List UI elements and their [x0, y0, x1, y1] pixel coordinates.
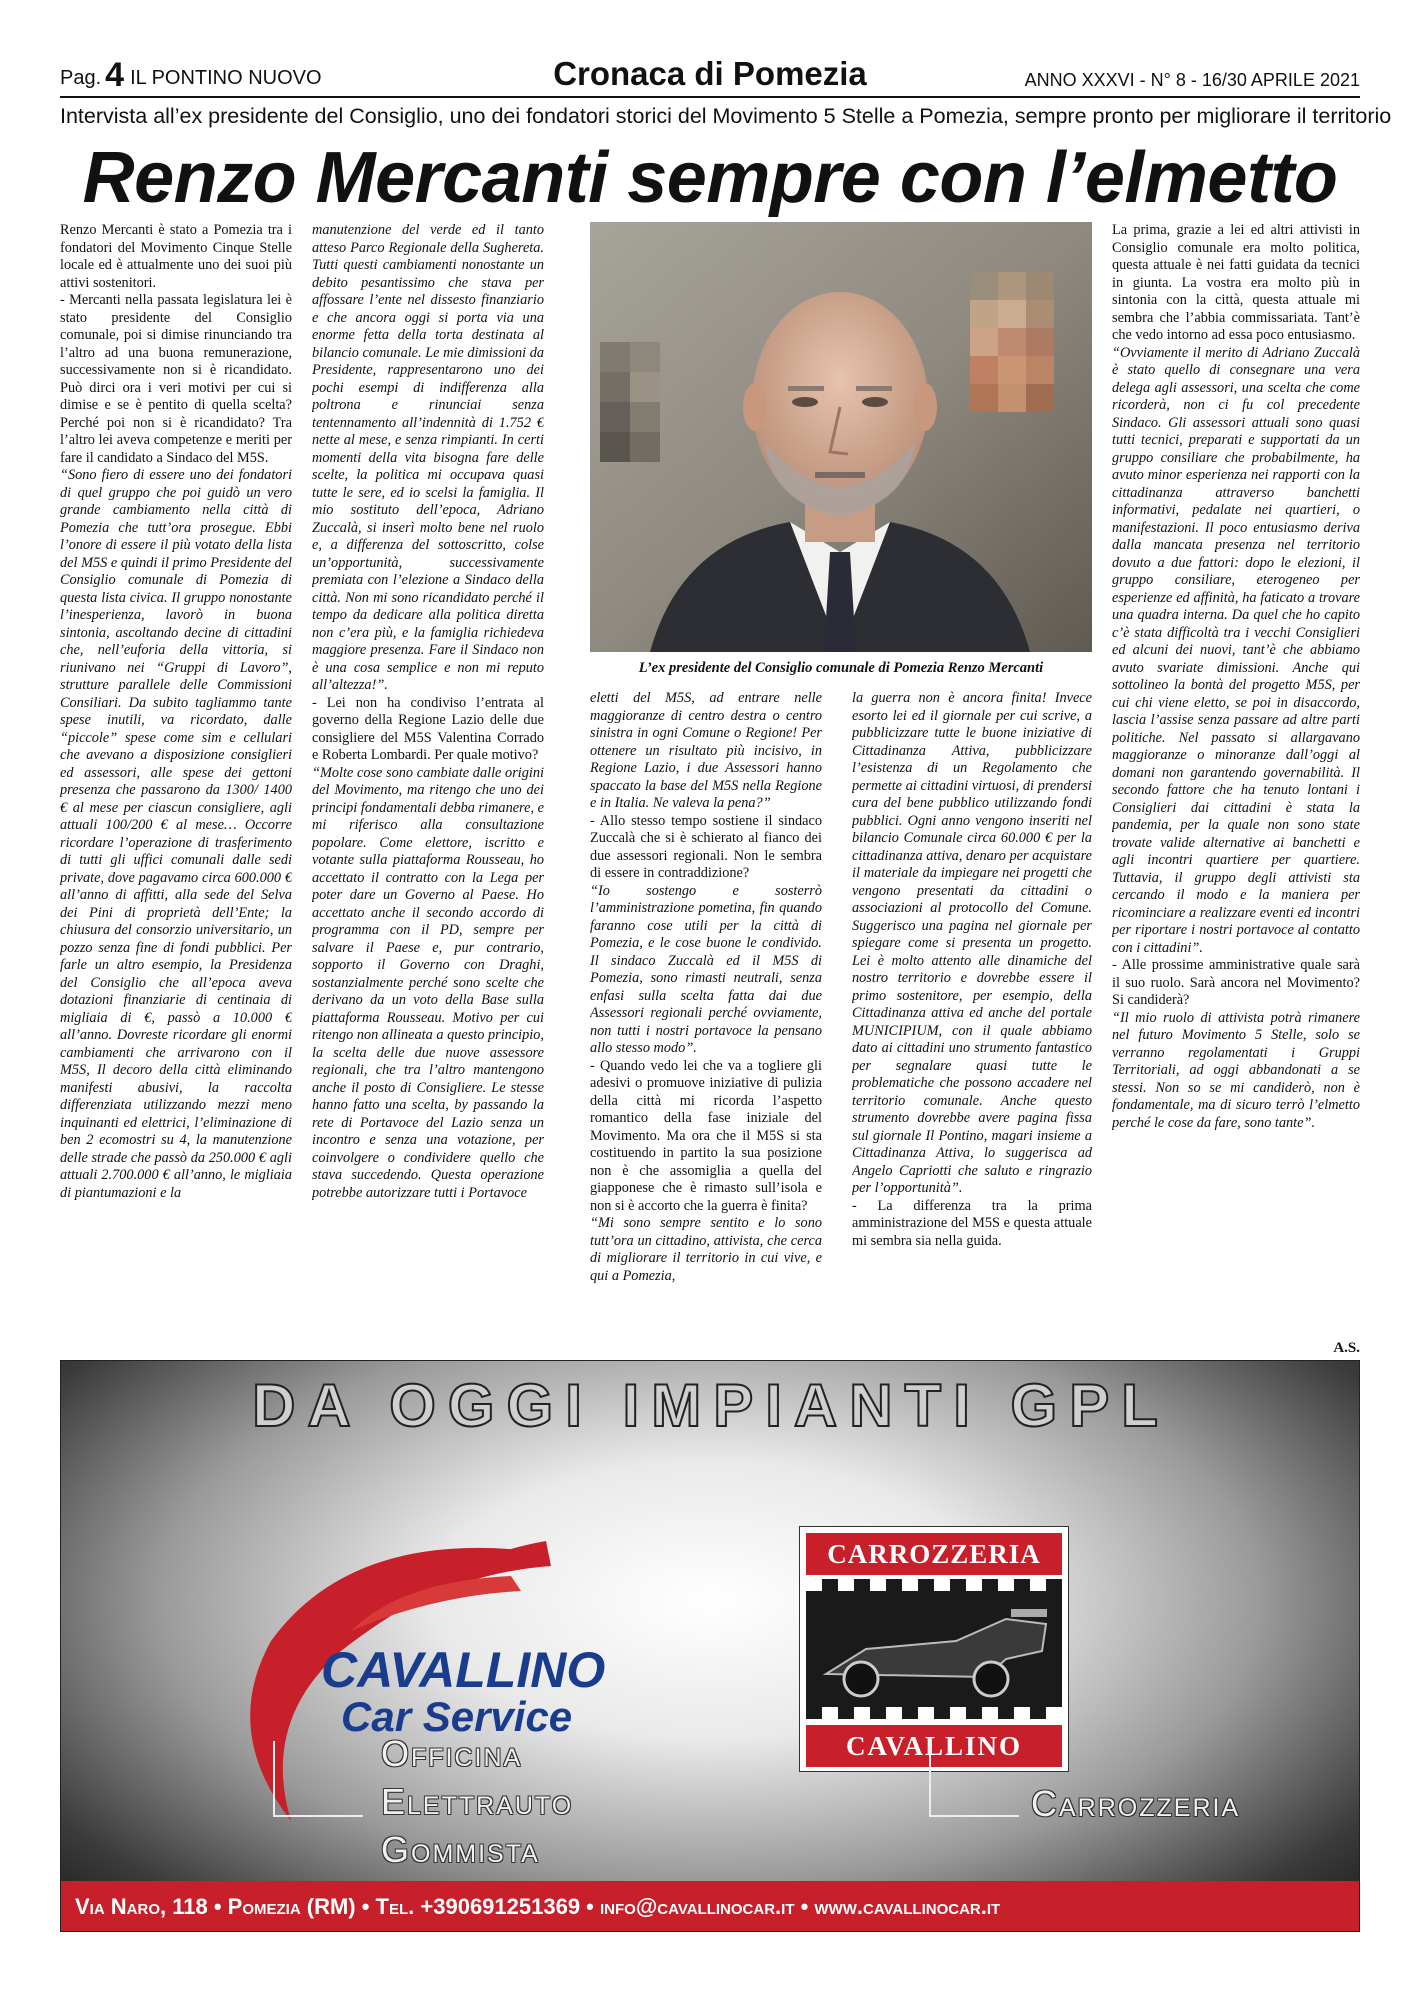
article-photo [590, 222, 1092, 652]
brand-name-line2: Car Service [341, 1693, 573, 1740]
article-paragraph: la guerra non è ancora finita! Invece esorto lei ed il giornale per cui scrive, a pubblicizzare tutte le buone iniziative di Cittadinanza Attiva, pubblicizzare l’esistenza di un Regolamento che permette ai cittadini virtuosi, di prendersi cura del bene pubblico utilizzando fondi pubblici. Ogni anno vengono inseriti nel bilancio Comunale circa 60.000 € per la cittadinanza attiva, denaro per acquistare il materiale da impiegare nei progetti che vengono presentati da cittadini o associazioni al protocollo del Comune. Suggerisco una pagina nel giornale per spiegare come si presenta un progetto. Lei è molto attento alle dinamiche del nostro territorio e dovrebbe essere il primo sostenitore, per esempio, della Cittadinanza attiva ed anche del portale MUNICIPIUM, con il quale abbiamo dato ai cittadini uno strumento fantastico per segnalare quasi tutte le problematiche che possono accadere nel territorio comunale. Anche questo strumento dovrebbe avere pagina fissa sul giornale Il Pontino, magari insieme a Cittadinanza Attiva, lo suggerisca ad Angelo Capriotti che saluto e ringrazio per l’opportunità”. [852, 690, 1092, 1196]
advertisement [60, 1360, 1360, 1932]
article-paragraph: - Alle prossime amministrative quale sarà il suo ruolo. Sarà ancora nel Movimento? Si candiderà? [1112, 957, 1360, 1008]
race-car-icon [806, 1579, 1062, 1719]
ad-banner: DA OGGI IMPIANTI GPL [252, 1372, 1170, 1439]
section-title: Cronaca di Pomezia [553, 55, 867, 92]
portrait-photo [590, 222, 1092, 652]
article-column-1 [60, 222, 292, 1352]
publication-name: IL PONTINO NUOVO [130, 67, 322, 89]
bracket-line-left [273, 1741, 363, 1817]
author-signature: A.S. [1333, 1340, 1360, 1356]
article-paragraph: “Sono fiero di essere uno dei fondatori di quel gruppo che poi guidò un vero grande cambiamento nella città di Pomezia che tutt’ora prosegue. Ebbi l’onore di essere il più votato della lista del M5S e quindi il primo Presidente del Consiglio comunale di Pomezia di questa lista civica. Il gruppo nonostante l’inesperienza, lavorò in buona sintonia, ascoltando decine di cittadini che, nell’euforia della vittoria, si riunivano nei “Gruppi di Lavoro”, strutture parallele delle Commissioni Consiliari. Da subito tagliammo tante spese inutili, va ricordato, dalle “piccole” spese come sim e cellulari che avevano a disposizione consiglieri ed assessori, alle spese dei gettoni presenza che passarono da 1300/ 1400 € al mese per ciascun consigliere, agli attuali 100/200 € al mese… Occorre ricordare l’operazione di trasferimento di tutti gli uffici comunali dalle sedi private, dove pagavamo circa 600.000 € all’anno di affitti, alla sede del Selva dei Pini di proprietà dell’Ente; la chiusura del consorzio universitario, un pozzo senza fine di fondi pubblici. Per farle un altro esempio, la Presidenza del Consiglio che all’epoca aveva dotazioni finanziarie di centinaia di migliaia di €, passò a 10.000 € all’anno. Dovreste ricordare gli enormi cambiamenti che arrivarono con il M5S, Il decoro della città eliminando manifesti abusivi, la raccolta differenziata utilizzando mezzi meno inquinanti ed elettrici, l’eliminazione di ben 2 ecomostri su 4, la manutenzione delle strade che passò da 250.000 € agli attuali 2.700.000 € all’anno, le migliaia di piantumazioni e la [60, 467, 292, 1201]
carrozzeria-bottom-label: CAVALLINO [806, 1725, 1062, 1767]
article-headline: Renzo Mercanti sempre con l’elmetto [82, 138, 1338, 218]
ad-contact-bar: Via Naro, 118 • Pomezia (RM) • Tel. +390691251369 • info@cavallinocar.it • www.cavallinocar.it [61, 1881, 1360, 1932]
page-number: 4 [105, 56, 125, 94]
service-officina: Officina [381, 1733, 523, 1774]
article-paragraph: - Lei non ha condiviso l’entrata al governo della Regione Lazio delle due consigliere del M5S Valentina Corrado e Roberta Lombardi. Per quale motivo? [312, 694, 544, 763]
service-elettrauto: Elettrauto [381, 1781, 574, 1822]
brand-name-line1: CAVALLINO [321, 1642, 606, 1698]
article-paragraph: “Io sostengo e sosterrò l’amministrazione pometina, fin quando faranno cose utili per la città di Pomezia, e le cose buone le condivido. Il sindaco Zuccalà ed il M5S di Pomezia, sono rimasti neutrali, senza enfasi sulla scelta fatta dai due Assessori regionali perché ovviamente, non tutti i nostri portavoce la pensano allo stesso modo”. [590, 882, 822, 1056]
carrozzeria-top-label: CARROZZERIA [806, 1533, 1062, 1575]
article-paragraph: Renzo Mercanti è stato a Pomezia tra i fondatori del Movimento Cinque Stelle locale ed è attualmente uno dei suoi più attivi sostenitori. [60, 222, 292, 291]
article-paragraph: - La differenza tra la prima amministrazione del M5S e questa attuale mi sembra sia nella guida. [852, 1197, 1092, 1249]
article-paragraph: eletti del M5S, ad entrare nelle maggioranze di centro destra o centro sinistra in ogni Comune o Regione! Per ottenere un risultato più incisivo, in Regione Lazio, i due Assessori hanno spaccato la base del M5S nella Regione e in Italia. Ne valeva la pena?” [590, 690, 822, 811]
header-left [60, 54, 322, 93]
article-paragraph: “Ovviamente il merito di Adriano Zuccalà è stato quello di consegnare una vera delega agli assessori, una scelta che come ricorderà, non ci fu col precedente Sindaco. Gli assessori attuali sono quasi tutti tecnici, preparati e supportati da un gruppo consiliare che probabilmente, ha avuto minor esperienza nei rapporti con la cittadinanza attraverso banchetti informativi, pedalate nei quartieri, o manifestazioni. Il poco entusiasmo deriva dalla mancata presenza nel territorio dovuto a due fattori: dopo le elezioni, il gruppo consiliare, eterogeneo per esperienze ed affinità, ha faticato a trovare una quadra interna. Da quel che ho capito c’è stata difficoltà tra i vecchi Consiglieri ed alcuni dei nuovi, tant’è che abbiamo avuto svariate dimissioni. Anche qui sottolineo la bontà del progetto M5S, per cui chi viene eletto, se poi in disaccordo, lascia l’assise senza passare ad altre parti politiche. Nel passato si allargavano maggioranze o minoranze dall’oggi al domani non garantendo governabilità. Il secondo fattore che ha tenuto lontani i Consiglieri dai cittadini è stata la pandemia, per la quale non sono state trovate valide alternative ai banchetti e agli incontri quartiere per quartiere. Tuttavia, il gruppo degli attivisti sta cercando il modo e la maniera per ricominciare a realizzare eventi ed incontri per riportare i nostri portavoce al contatto con i cittadini”. [1112, 344, 1360, 956]
carrozzeria-logo [799, 1526, 1069, 1772]
article-column-3 [590, 690, 822, 1352]
page-header [60, 55, 1360, 98]
page-prefix: Pag. [60, 67, 102, 89]
article-paragraph: - Mercanti nella passata legislatura lei è stato presidente del Consiglio comunale, poi si dimise rinunciando tra l’altro ad una buona remunerazione, successivamente non si è ricandidato. Può dirci ora i veri motivi per cui si dimise e se è pentito di quella scelta? Perché poi non si è ricandidato? Tra l’altro lei aveva competenze e meriti per fare il candidato a Sindaco del M5S. [60, 292, 292, 466]
article-paragraph: “Molte cose sono cambiate dalle origini del Movimento, ma ritengo che uno dei principi fondamentali debba rimanere, e mi riferisco alla consultazione popolare. Come elettore, iscritto e votante sulla piattaforma Rousseau, ho accettato il contratto con la Lega per poter dare un Governo al Paese. Ho accettato anche il secondo accordo di programma con il PD, sempre per salvare il Paese e, pur contrario, sopporto il Governo con Draghi, sostanzialmente perché sono scelte che derivano da un voto della Base sulla piattaforma Rousseau. Motivo per cui ritengo non allineata a questo principio, la scelta delle due nuove assessore regionali, che tra l’altro mantengono anche il posto di Consigliere. Le stesse hanno fatto una scelta, by passando la rete di Portavoce del Lazio senza un incontro e senza una votazione, per coinvolgere o condividere quello che stava succedendo. Questa operazione potrebbe autorizzare tutti i Portavoce [312, 764, 544, 1201]
article-column-2 [312, 222, 544, 1352]
article-paragraph: - Allo stesso tempo sostiene il sindaco Zuccalà che si è schierato al fianco dei due assessori regionali. Non le sembra di essere in contraddizione? [590, 812, 822, 881]
article-column-4 [852, 690, 1092, 1352]
article-column-5 [1112, 222, 1360, 1352]
article-paragraph: manutenzione del verde ed il tanto atteso Parco Regionale della Sughereta. Tutti questi cambiamenti nonostante un debito pesantissimo che stava per affossare l’ente nel dissesto finanziario e che ancora oggi si porta via una enorme fetta della torta destinata al bilancio comunale. Le mie dimissioni da Presidente, rappresentarono uno dei pochi esempi di indifferenza alla poltrona e rinunciai senza tentennamento all’indennità di 1.752 € nette al mese, e senza rimpianti. In certi momenti della vita bisogna fare delle scelte, la politica mi occupava quasi tutte le sere, ed io scelsi la famiglia. Il mio sostituto dell’epoca, Adriano Zuccalà, si inserì molto bene nel ruolo e, a differenza del sottoscritto, colse un’opportunità, successivamente premiata con l’elezione a Sindaco della città. Non mi sono ricandidato perché il tempo da dedicare alla politica diretta non c’era più, e la famiglia richiedeva maggiore presenza. Fare il Sindaco non è una cosa semplice e non mi reputo all’altezza!”. [312, 222, 544, 693]
article-paragraph: - Quando vedo lei che va a togliere gli adesivi o promuove iniziative di pulizia della città mi ricorda l’aspetto romantico della fase iniziale del Movimento. Ma ora che il M5S si sta costituendo in partito la sua posizione non è che assomiglia a quella del giapponese che è rimasto sull’isola e non si è accorto che la guerra è finita? [590, 1057, 822, 1214]
article-paragraph: La prima, grazie a lei ed altri attivisti in Consiglio comunale era molto politica, questa attuale è nei fatti guidata da tecnici in giunta. La vostra era molto più in sintonia con la città, questa attuale mi sembra che l’abbia commissariata. Tant’è che vedo intorno ad essa poco entusiasmo. [1112, 222, 1360, 343]
article-kicker: Intervista all’ex presidente del Consiglio, uno dei fondatori storici del Movimento 5 Stelle a Pomezia, sempre pronto per migliorare il territorio [60, 104, 1392, 128]
photo-caption: L’ex presidente del Consiglio comunale di Pomezia Renzo Mercanti [638, 660, 1044, 676]
race-car-image [806, 1579, 1062, 1719]
service-carrozzeria: Carrozzeria [1031, 1783, 1241, 1824]
issue-info: ANNO XXXVI - N° 8 - 16/30 APRILE 2021 [1024, 70, 1360, 90]
service-gommista: Gommista [381, 1829, 540, 1870]
bracket-line-right [929, 1741, 1019, 1817]
article-paragraph: “Il mio ruolo di attivista potrà rimanere nel futuro Movimento 5 Stelle, solo se verranno regolamentati i Gruppi Territoriali, ad oggi abbandonati a se stessi. Non so se mi candiderò, non è fondamentale, ma di sicuro terrò l’elmetto perché le cose da fare, sono tante”. [1112, 1009, 1360, 1131]
article-paragraph: “Mi sono sempre sentito e lo sono tutt’ora un cittadino, attivista, che cerca di migliorare il territorio in cui vive, e qui a Pomezia, [590, 1215, 822, 1284]
